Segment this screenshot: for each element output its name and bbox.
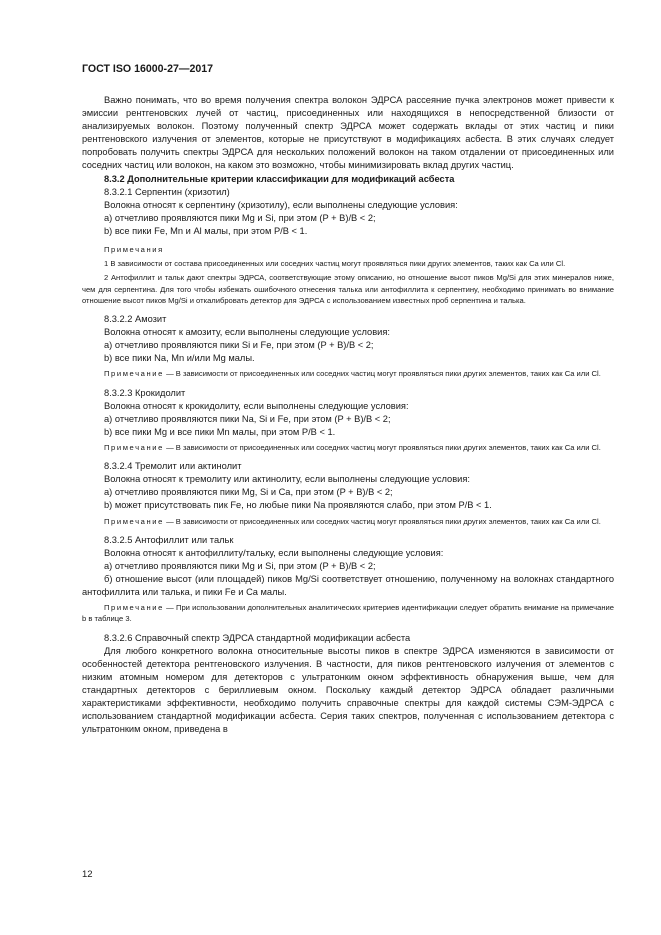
tremolite-condition-a: а) отчетливо проявляются пики Mg, Si и Ca, при этом (P + B)/B < 2; [104, 487, 393, 498]
anthophyllite-condition-a: а) отчетливо проявляются пики Mg и Si, при этом (P + B)/B < 2; [104, 560, 376, 571]
crocidolite-note-text: — В зависимости от присоединенных или соседних частиц могут проявляться пики других элементов, таких как Ca или Cl. [163, 443, 601, 452]
section-8-3-2-1-heading: 8.3.2.1 Серпентин (хризотил) [104, 186, 230, 197]
crocidolite-condition-a: а) отчетливо проявляются пики Na, Si и Fe, при этом (P + B)/B < 2; [104, 413, 391, 424]
amosite-condition-a: а) отчетливо проявляются пики Si и Fe, при этом (P + B)/B < 2; [104, 340, 374, 351]
tremolite-lead: Волокна относят к тремолиту или актинолиту, если выполнены следующие условия: [104, 474, 470, 485]
section-8-3-2-2-heading: 8.3.2.2 Амозит [104, 314, 167, 325]
section-8-3-2-6-heading: 8.3.2.6 Справочный спектр ЭДРСА стандартной модификации асбеста [104, 632, 411, 643]
document-header: ГОСТ ISO 16000-27—2017 [82, 63, 214, 75]
tremolite-condition-b: b) может присутствовать пик Fe, но любые пики Na проявляются слабо, при этом P/B < 1. [104, 500, 492, 511]
amosite-note-label: Примечание [104, 369, 164, 379]
anthophyllite-note-label: Примечание [104, 603, 164, 613]
amosite-note [82, 368, 614, 379]
crocidolite-lead: Волокна относят к крокидолиту, если выполнены следующие условия: [104, 400, 409, 411]
section-8-3-2-4-heading: 8.3.2.4 Тремолит или актинолит [104, 461, 242, 472]
serpentine-lead: Волокна относят к серпентину (хризотилу), если выполнены следующие условия: [104, 199, 458, 210]
tremolite-note [82, 516, 614, 527]
anthophyllite-condition-b: б) отношение высот (или площадей) пиков Mg/Si соответствует отношению, полученному на волокнах стандартного антофиллита или талька, и пики Fe и Ca малы. [82, 574, 614, 598]
amosite-condition-b: b) все пики Na, Mn и/или Mg малы. [104, 353, 255, 364]
section-8-3-2-5-heading: 8.3.2.5 Антофиллит или тальк [104, 534, 234, 545]
anthophyllite-note [82, 602, 614, 624]
amosite-note-text: — В зависимости от присоединенных или соседних частиц могут проявляться пики других элементов, таких как Ca или Cl. [163, 369, 601, 379]
crocidolite-note-label: Примечание [104, 443, 164, 452]
serpentine-condition-a: а) отчетливо проявляются пики Mg и Si, при этом (P + B)/B < 2; [104, 212, 376, 223]
serpentine-note-1: 1 В зависимости от состава присоединенных или соседних частиц могут проявляться пики других элементов, таких как Ca или Cl. [104, 259, 566, 269]
reference-spectrum-paragraph: Для любого конкретного волокна относительные высоты пиков в спектре ЭДРСА изменяются в зависимости от особенностей детектора рентгеновского излучения. В частности, для пиков рентгеновского излучения от элементов с низким атомным номером для детекторов с ультратонким окном эффективность обнаружения выше, чем для стандартных детекторов с бериллиевым окном. Поскольку каждый детектор ЭДРСА обладает различными характеристиками эффективности, необходимо получить справочные спектры для каждой системы СЭМ-ЭДРСА с использованием стандартной модификации асбеста. Серия таких спектров, полученная с использованием детектора с ультратонким окном, приведена в [82, 645, 614, 735]
page-number: 12 [82, 869, 93, 880]
section-8-3-2-heading: 8.3.2 Дополнительные критерии классификации для модификаций асбеста [104, 173, 455, 184]
serpentine-notes-title: Примечания [104, 245, 164, 255]
crocidolite-condition-b: b) все пики Mg и все пики Mn малы, при этом P/B < 1. [104, 426, 336, 437]
serpentine-note-2: 2 Антофиллит и тальк дают спектры ЭДРСА, соответствующие этому описанию, но отношение высот пиков Mg/Si для этих минералов ниже, чем для серпентина. Для того чтобы избежать ошибочного отнесения талька или антофиллита к серпентину, необходимо принимать во внимание отношение высот пиков Mg/Si и откалибровать детектор для ЭДРСА с использованием известных проб серпентина и талька. [82, 273, 614, 305]
tremolite-note-label: Примечание [104, 516, 164, 526]
anthophyllite-note-text: — При использовании дополнительных аналитических критериев идентификации следует обратить внимание на примечание b в таблице 3. [82, 603, 614, 624]
intro-paragraph: Важно понимать, что во время получения спектра волокон ЭДРСА рассеяние пучка электронов может привести к эмиссии рентгеновских лучей от частиц, присоединенных или находящихся в непосредственной близости от анализируемых волокон. Поэтому полученный спектр ЭДРСА может содержать вклады от этих частиц и пики рентгеновского излучения от элементов, которые не присутствуют в модификациях асбеста. В этих случаях следует попробовать получить спектры ЭДРСА для нескольких положений волокон на таком отдалении от присоединенных или соседних частиц или волокон, на каком это возможно, чтобы минимизировать вклад других частиц. [82, 95, 614, 171]
anthophyllite-lead: Волокна относят к антофиллиту/тальку, если выполнены следующие условия: [104, 547, 444, 558]
serpentine-condition-b: b) все пики Fe, Mn и Al малы, при этом P/B < 1. [104, 225, 308, 236]
amosite-lead: Волокна относят к амозиту, если выполнены следующие условия: [104, 327, 390, 338]
section-8-3-2-3-heading: 8.3.2.3 Крокидолит [104, 387, 186, 398]
page-content [82, 94, 614, 736]
crocidolite-note [82, 442, 614, 453]
tremolite-note-text: — В зависимости от присоединенных или соседних частиц могут проявляться пики других элементов, таких как Ca или Cl. [163, 516, 601, 526]
